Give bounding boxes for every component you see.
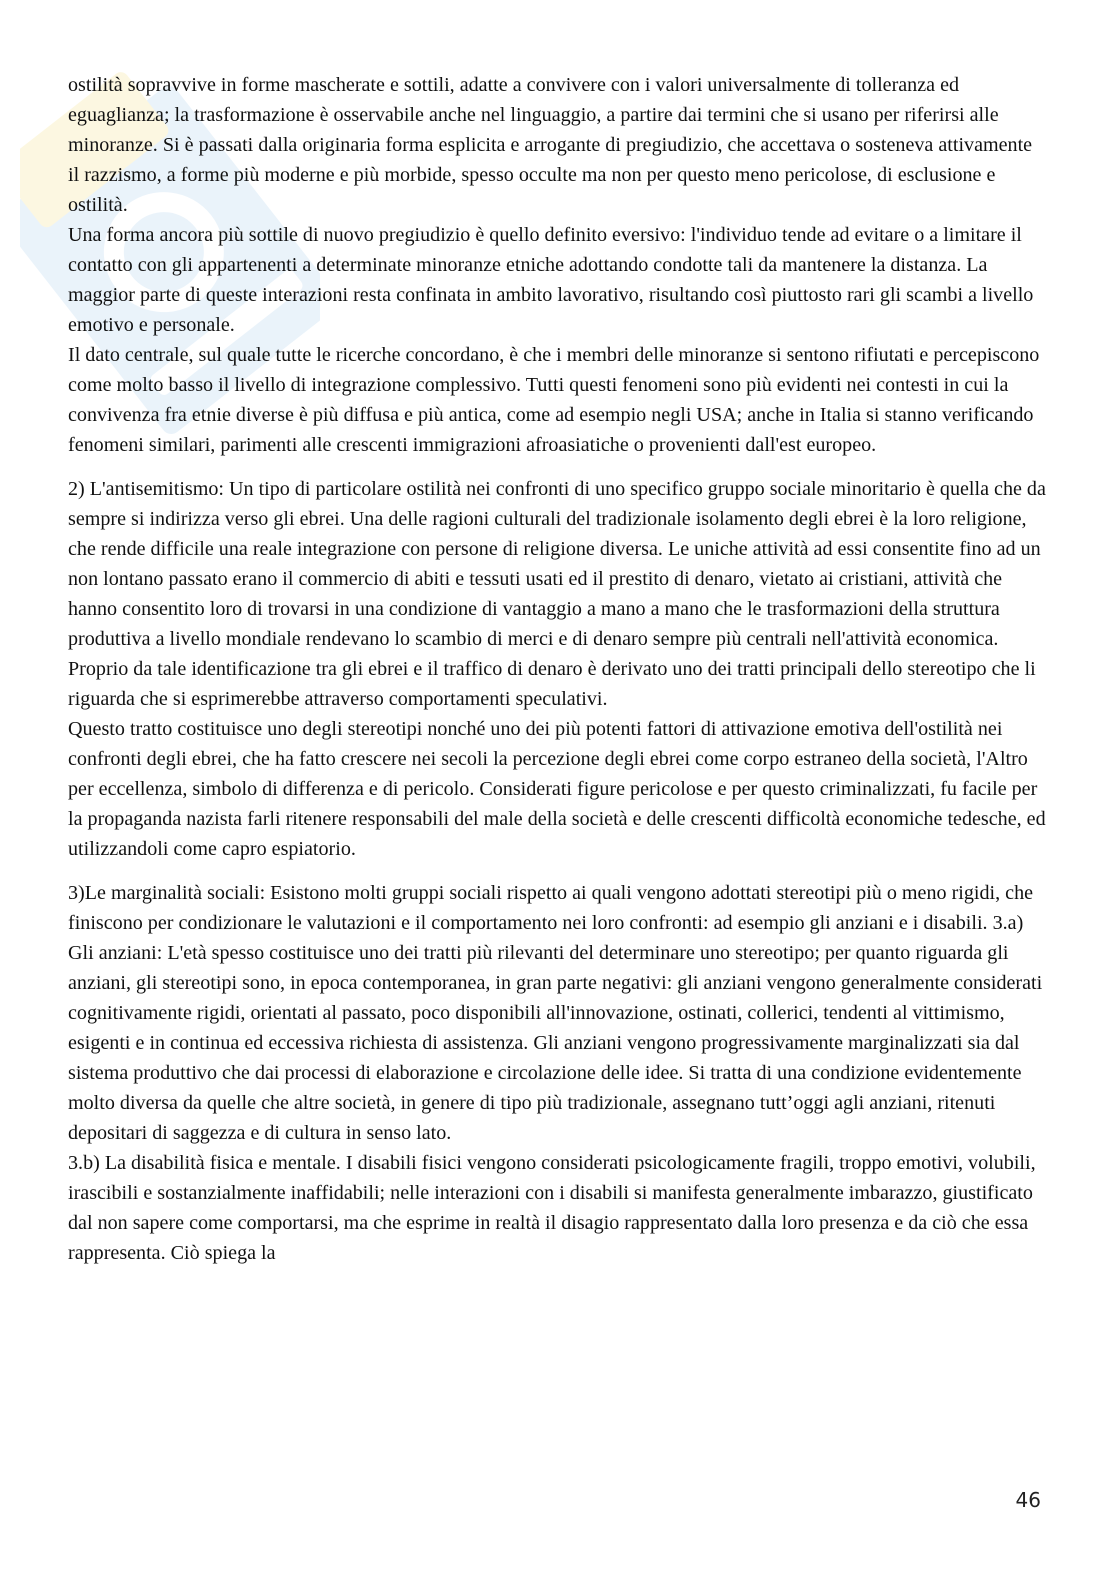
paragraph-disabilita: 3.b) La disabilità fisica e mentale. I disabili fisici vengono considerati psicologicamente fragili, troppo emotivi, volubili, irascibili e sostanzialmente inaffidabili; nelle interazioni con i disabili si manifesta generalmente imbarazzo, giustificato dal non sapere come comportarsi, ma che esprime in realtà il disagio rappresentato dalla loro presenza e da ciò che essa rappresenta. Ciò spiega la xyxy=(68,1152,1036,1264)
paragraph-antisemitismo: 2) L'antisemitismo: Un tipo di particolare ostilità nei confronti di uno specifico gruppo sociale minoritario è quella che da sempre si indirizza verso gli ebrei. Una delle ragioni culturali del tradizionale isolamento degli ebrei è la loro religione, che rende difficile una reale integrazione con persone di religione diversa. Le uniche attività ad essi consentite fino ad un non lontano passato erano il commercio di abiti e tessuti usati ed il prestito di denaro, vietato ai cristiani, attività che hanno consentito loro di trovarsi in una condizione di vantaggio a mano a mano che le trasformazioni della struttura produttiva a livello mondiale rendevano lo scambio di merci e di denaro sempre più centrali nell'attività economica. Proprio da tale identificazione tra gli ebrei e il traffico di denaro è derivato uno dei tratti principali dello stereotipo che li riguarda che si esprimerebbe attraverso comportamenti speculativi. xyxy=(68,478,1046,710)
paragraph-spacer xyxy=(68,460,1048,474)
paragraph-tratto: Questo tratto costituisce uno degli stereotipi nonché uno dei più potenti fattori di attivazione emotiva dell'ostilità nei confronti degli ebrei, che ha fatto crescere nei secoli la percezione degli ebrei come corpo estraneo della società, l'Altro per eccellenza, simbolo di differenza e di pericolo. Considerati figure pericolose e per questo criminalizzati, fu facile per la propaganda nazista farli ritenere responsabili del male della società e delle crescenti difficoltà economiche tedesche, ed utilizzandoli come capro espiatorio. xyxy=(68,718,1046,860)
document-page xyxy=(68,70,1048,1268)
paragraph-ostilita: ostilità sopravvive in forme mascherate e sottili, adatte a convivere con i valori universalmente di tolleranza ed eguaglianza; la trasformazione è osservabile anche nel linguaggio, a partire dai termini che si usano per riferirsi alle minoranze. Si è passati dalla originaria forma esplicita e arrogante di pregiudizio, che accettava o sosteneva attivamente il razzismo, a forme più moderne e più morbide, spesso occulte ma non per questo meno pericolose, di esclusione e ostilità. xyxy=(68,74,1033,216)
paragraph-eversivo: Una forma ancora più sottile di nuovo pregiudizio è quello definito eversivo: l'individuo tende ad evitare o a limitare il contatto con gli appartenenti a determinate minoranze etniche adottando condotte tali da mantenere la distanza. La maggior parte di queste interazioni resta confinata in ambito lavorativo, risultando così piuttosto rari gli scambi a livello emotivo e personale. xyxy=(68,224,1034,336)
paragraph-marginalita: 3)Le marginalità sociali: Esistono molti gruppi sociali rispetto ai quali vengono adottati stereotipi più o meno rigidi, che finiscono per condizionare le valutazioni e il comportamento nei loro confronti: ad esempio gli anziani e i disabili. 3.a) Gli anziani: L'età spesso costituisce uno dei tratti più rilevanti del determinare uno stereotipo; per quanto riguarda gli anziani, gli stereotipi sono, in epoca contemporanea, in gran parte negativi: gli anziani vengono generalmente considerati cognitivamente rigidi, orientati al passato, poco disponibili all'innovazione, ostinati, collerici, tendenti al vittimismo, esigenti e in continua ed eccessiva richiesta di assistenza. Gli anziani vengono progressivamente marginalizzati sia dal sistema produttivo che dai processi di elaborazione e circolazione delle idee. Si tratta di una condizione evidentemente molto diversa da quelle che altre società, in genere di tipo più tradizionale, assegnano tutt’oggi agli anziani, ritenuti depositari di saggezza e di cultura in senso lato. xyxy=(68,882,1043,1144)
paragraph-dato-centrale: Il dato centrale, sul quale tutte le ricerche concordano, è che i membri delle minoranze si sentono rifiutati e percepiscono come molto basso il livello di integrazione complessivo. Tutti questi fenomeni sono più evidenti nei contesti in cui la convivenza fra etnie diverse è più diffusa e più antica, come ad esempio negli USA; anche in Italia si stanno verificando fenomeni similari, parimenti alle crescenti immigrazioni afroasiatiche o provenienti dall'est europeo. xyxy=(68,344,1040,456)
paragraph-spacer xyxy=(68,864,1048,878)
page-number: 46 xyxy=(1015,1488,1041,1512)
